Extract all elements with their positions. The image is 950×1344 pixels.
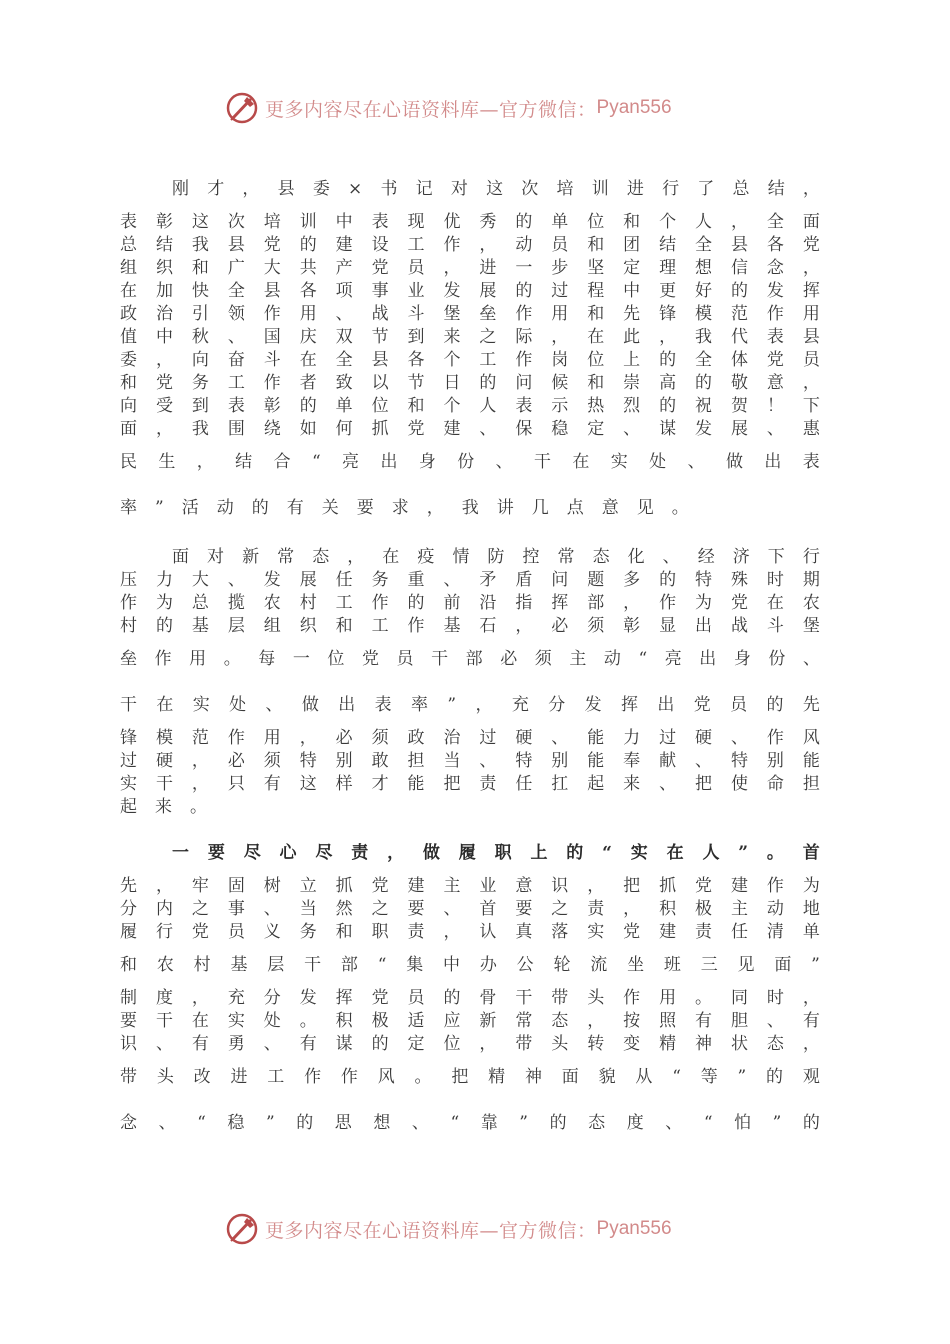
text-line: 面 对 新 常 态 ， 在 疫 情 防 控 常 态 化 、 经 济 下 行	[172, 547, 820, 567]
text-line: 要 干 在 实 处 。 积 极 适 应 新 常 态 ， 按 照 有 胆 、 有	[120, 1011, 820, 1031]
text-line: 制 度 ， 充 分 发 挥 党 员 的 骨 干 带 头 作 用 。 同 时 ，	[120, 988, 820, 1008]
text-line: 面 ， 我 围 绕 如 何 抓 党 建 、 保 稳 定 、 谋 发 展 、 惠	[120, 419, 820, 439]
text-line: 委 ， 向 奋 斗 在 全 县 各 个 工 作 岗 位 上 的 全 体 党 员	[120, 350, 820, 370]
text-line: 实 干 ， 只 有 这 样 才 能 把 责 任 扛 起 来 、 把 使 命 担	[120, 774, 820, 794]
text-line: 识 、 有 勇 、 有 谋 的 定 位 ， 带 头 转 变 精 神 状 态 ，	[120, 1034, 820, 1054]
text-line: 民 生 ， 结 合 “ 亮 出 身 份 、 干 在 实 处 、 做 出 表	[120, 452, 820, 472]
text-line: 在 加 快 全 县 各 项 事 业 发 展 的 过 程 中 更 好 的 发 挥	[120, 281, 820, 301]
text-line: 表 彰 这 次 培 训 中 表 现 优 秀 的 单 位 和 个 人 ， 全 面	[120, 212, 820, 232]
text-line: 政 治 引 领 作 用 、 战 斗 堡 垒 作 用 和 先 锋 模 范 作 用	[120, 304, 820, 324]
text-line: 起 来 。	[120, 797, 207, 817]
text-line: 压 力 大 、 发 展 任 务 重 、 矛 盾 问 题 多 的 特 殊 时 期	[120, 570, 820, 590]
text-line: 和 农 村 基 层 干 部 “ 集 中 办 公 轮 流 坐 班 三 见 面 ”	[120, 955, 820, 975]
text-line: 念 、 “ 稳 ” 的 思 想 、 “ 靠 ” 的 态 度 、 “ 怕 ” 的	[120, 1113, 820, 1133]
text-line: 总 结 我 县 党 的 建 设 工 作 ， 动 员 和 团 结 全 县 各 党	[120, 235, 820, 255]
text-line: 作 为 总 揽 农 村 工 作 的 前 沿 指 挥 部 ， 作 为 党 在 农	[120, 593, 820, 613]
watermark-text: 更多内容尽在心语资料库—官方微信：	[265, 1219, 597, 1242]
text-line: 垒 作 用 。 每 一 位 党 员 干 部 必 须 主 动 “ 亮 出 身 份 、	[120, 649, 820, 669]
watermark-footer	[225, 1207, 745, 1251]
pen-logo-icon	[225, 1212, 259, 1246]
pen-logo-icon	[225, 91, 259, 125]
text-line: 刚 才 ， 县 委 × 书 记 对 这 次 培 训 进 行 了 总 结 ，	[172, 179, 820, 199]
document-body	[120, 178, 820, 1135]
text-line: 过 硬 ， 必 须 特 别 敢 担 当 、 特 别 能 奉 献 、 特 别 能	[120, 751, 820, 771]
text-line: 锋 模 范 作 用 ， 必 须 政 治 过 硬 、 能 力 过 硬 、 作 风	[120, 728, 820, 748]
text-line: 分 内 之 事 、 当 然 之 要 、 首 要 之 责 ， 积 极 主 动 地	[120, 899, 820, 919]
text-line: 一 要 尽 心 尽 责 ， 做 履 职 上 的 “ 实 在 人 ” 。 首	[172, 843, 820, 863]
text-line: 向 受 到 表 彰 的 单 位 和 个 人 表 示 热 烈 的 祝 贺 ！ 下	[120, 396, 820, 416]
text-line: 先 ， 牢 固 树 立 抓 党 建 主 业 意 识 ， 把 抓 党 建 作 为	[120, 876, 820, 896]
watermark-header	[225, 86, 745, 130]
text-line: 履 行 党 员 义 务 和 职 责 ， 认 真 落 实 党 建 责 任 清 单	[120, 922, 820, 942]
text-line: 村 的 基 层 组 织 和 工 作 基 石 ， 必 须 彰 显 出 战 斗 堡	[120, 616, 820, 636]
text-line: 和 党 务 工 作 者 致 以 节 日 的 问 候 和 崇 高 的 敬 意 ，	[120, 373, 820, 393]
text-line: 率 ” 活 动 的 有 关 要 求 ， 我 讲 几 点 意 见 。	[120, 498, 689, 518]
text-line: 值 中 秋 、 国 庆 双 节 到 来 之 际 ， 在 此 ， 我 代 表 县	[120, 327, 820, 347]
text-line: 组 织 和 广 大 共 产 党 员 ， 进 一 步 坚 定 理 想 信 念 ，	[120, 258, 820, 278]
text-line: 干 在 实 处 、 做 出 表 率 ” ， 充 分 发 挥 出 党 员 的 先	[120, 695, 820, 715]
watermark-id: Pyan556	[596, 1218, 672, 1239]
watermark-id: Pyan556	[596, 97, 672, 118]
text-line: 带 头 改 进 工 作 作 风 。 把 精 神 面 貌 从 “ 等 ” 的 观	[120, 1067, 820, 1087]
watermark-text: 更多内容尽在心语资料库—官方微信：	[265, 98, 597, 121]
